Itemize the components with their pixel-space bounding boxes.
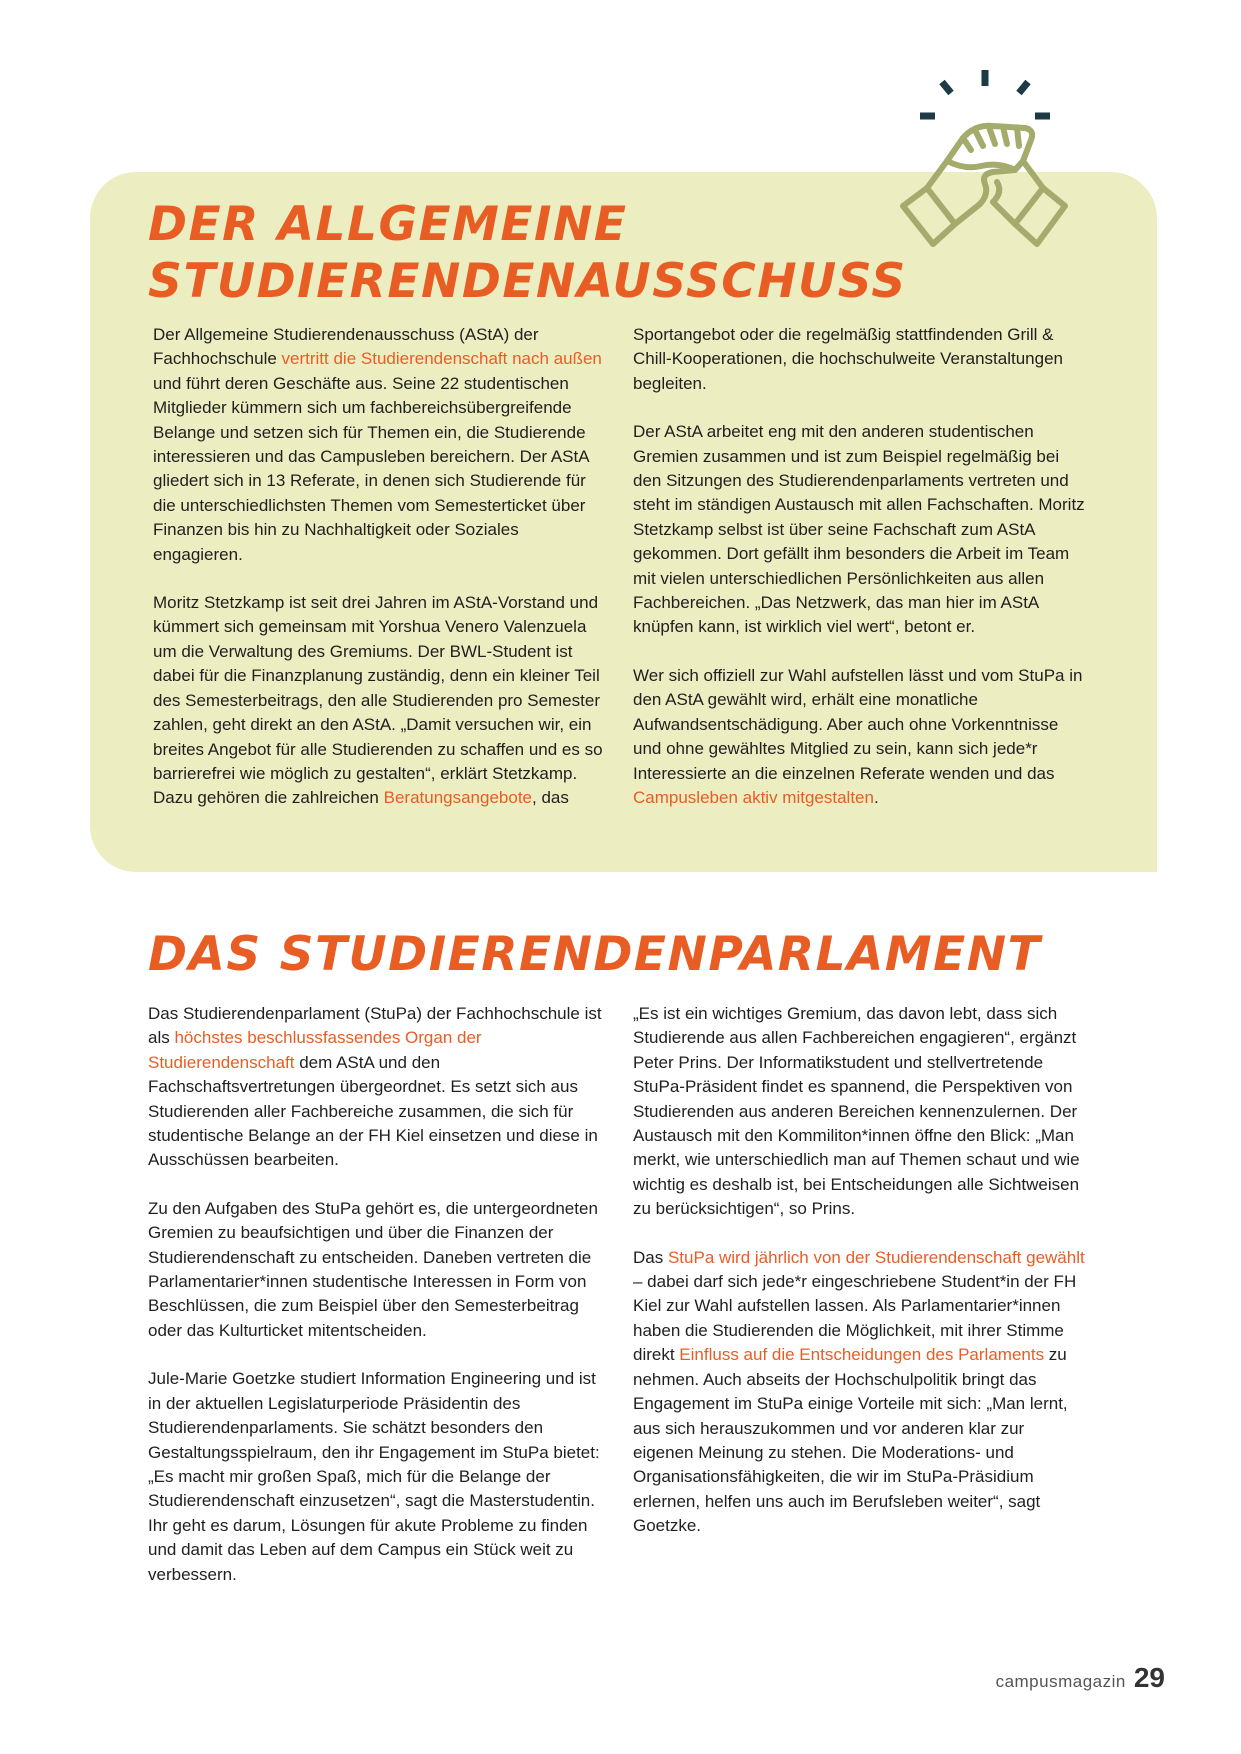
asta-heading-line1: DER ALLGEMEINE: [148, 197, 628, 252]
highlight-text: Beratungsangebote: [383, 788, 533, 808]
stupa-paragraph: Jule-Marie Goetzke studiert Information Engineering und ist in der aktuellen Legislaturperiode Präsidentin des Studierendenparlaments. Sie schätzt besonders den Gestaltungsspielraum, den ihr Engagement im StuPa bietet: „Es macht mir großen Spaß, mich für die Belange der Studierendenschaft einzusetzen“, sagt die Masterstudentin. Ihr geht es darum, Lösungen für akute Probleme zu finden und damit das Leben auf dem Campus ein Stück weit zu verbessern.: [148, 1369, 600, 1584]
highlight-text: Campusleben aktiv mitgestalten: [633, 787, 874, 807]
asta-paragraph: [153, 591, 605, 811]
text-run: Der Allgemeine Studierendenausschuss (AStA) der Fachhochschule: [153, 325, 539, 369]
text-run: Das: [633, 1247, 668, 1267]
text-run: .: [873, 787, 879, 807]
asta-heading: [148, 196, 907, 310]
text-run: – dabei darf sich jede*r eingeschriebene Student*in der FH Kiel zur Wahl aufstellen lassen. Als Parlamentarier*innen haben die Studierenden die Möglichkeit, mit ihrer Stimme direkt: [633, 1272, 1077, 1365]
asta-column-left: [153, 323, 605, 811]
highlight-text: StuPa wird jährlich von der Studierendenschaft gewählt: [667, 1247, 1085, 1267]
text-run: Wer sich offiziell zur Wahl aufstellen lässt und vom StuPa in den AStA gewählt wird, erhält eine monatliche Aufwandsentschädigung. Aber auch ohne Vorkenntnisse und ohne gewähltes Mitglied zu sein, kann sich jede*r Interessierte an die einzelnen Referate wenden und das: [633, 665, 1083, 783]
asta-paragraph: [633, 664, 1088, 810]
stupa-column-left: [148, 1002, 603, 1587]
stupa-paragraph: [633, 1246, 1088, 1539]
asta-paragraph: [153, 323, 605, 567]
asta-paragraph: Der AStA arbeitet eng mit den anderen studentischen Gremien zusammen und ist zum Beispiel regelmäßig bei den Sitzungen des Studierendenparlaments vertreten und steht im ständigen Austausch mit allen Fachschaften. Moritz Stetzkamp selbst ist über seine Fachschaft zum AStA gekommen. Dort gefällt ihm besonders die Arbeit im Team mit vielen unterschiedlichen Persönlichkeiten aus allen Fachbereichen. „Das Netzwerk, das man hier im AStA knüpfen kann, ist wirklich viel wert“, betont er.: [633, 422, 1085, 637]
text-run: dem AStA und den Fachschaftsvertretungen übergeordnet. Es setzt sich aus Studierenden aller Fachbereiche zusammen, die sich für studentische Belange an der FH Kiel einsetzen und diese in Ausschüssen bearbeiten.: [148, 1052, 598, 1170]
highlight-text: höchstes beschlussfassendes Organ der Studierendenschaft: [148, 1028, 482, 1072]
asta-column-right: [633, 323, 1088, 810]
stupa-column-right: [633, 1002, 1088, 1539]
highlight-text: vertritt die Studierendenschaft nach außen: [281, 349, 602, 369]
text-run: zu nehmen. Auch abseits der Hochschulpolitik bringt das Engagement im StuPa einige Vorteile mit sich: „Man lernt, aus sich herauszukommen und vor anderen klar zur eigenen Meinung zu stehen. Die Moderations- und Organisationsfähigkeiten, die wir im StuPa-Präsidium erlernen, helfen uns auch im Berufsleben weiter“, sagt Goetzke.: [633, 1345, 1068, 1536]
handshake-icon: [885, 66, 1085, 266]
stupa-paragraph: [148, 1002, 603, 1173]
stupa-paragraph: „Es ist ein wichtiges Gremium, das davon lebt, dass sich Studierende aus allen Fachbereichen engagieren“, ergänzt Peter Prins. Der Informatikstudent und stellvertretende StuPa-Präsident findet es spannend, die Perspektiven von Studierenden aus anderen Bereichen kennenzulernen. Der Austausch mit den Kommiliton*innen öffne den Blick: „Man merkt, wie unterschiedlich man auf Themen schaut und wie wichtig es deshalb ist, bei Entscheidungen alle Sichtweisen zu berücksichtigen“, so Prins.: [633, 1004, 1080, 1219]
text-run: , das: [532, 788, 569, 808]
text-run: und führt deren Geschäfte aus. Seine 22 studentischen Mitglieder kümmern sich um fachbereichsübergreifende Belange und setzen sich für Themen ein, die Studierende interessieren und das Campusleben bereichern. Der AStA gliedert sich in 13 Referate, in denen sich Studierende für die unterschiedlichsten Themen vom Semesterticket über Finanzen bis hin zu Nachhaltigkeit oder Soziales engagieren.: [153, 373, 589, 564]
page-footer: [996, 1662, 1165, 1694]
text-run: Das Studierendenparlament (StuPa) der Fachhochschule ist als: [148, 1004, 602, 1048]
stupa-paragraph: Zu den Aufgaben des StuPa gehört es, die untergeordneten Gremien zu beaufsichtigen und über die Finanzen der Studierendenschaft zu entscheiden. Daneben vertreten die Parlamentarier*innen studentische Interessen in Form von Beschlüssen, die zum Beispiel über den Semesterbeitrag oder das Kulturticket mitentscheiden.: [148, 1198, 598, 1340]
text-run: Moritz Stetzkamp ist seit drei Jahren im AStA-Vorstand und kümmert sich gemeinsam mit Yorshua Venero Valenzuela um die Verwaltung des Gremiums. Der BWL-Student ist dabei für die Finanzplanung zuständig, denn ein kleiner Teil des Semesterbeitrags, den alle Studierenden pro Semester zahlen, geht direkt an den AStA. „Damit versuchen wir, ein breites Angebot für alle Studierenden zu schaffen und es so barrierefrei wie möglich zu gestalten“, erklärt Stetzkamp. Dazu gehören die zahlreichen: [153, 593, 603, 808]
highlight-text: Einfluss auf die Entscheidungen des Parlaments: [679, 1345, 1045, 1365]
asta-paragraph: Sportangebot oder die regelmäßig stattfindenden Grill & Chill-Kooperationen, die hochschulweite Veranstaltungen begleiten.: [633, 325, 1064, 393]
asta-heading-line2: STUDIERENDENAUSSCHUSS: [148, 254, 907, 309]
magazine-name: campusmagazin: [995, 1672, 1126, 1691]
stupa-heading: DAS STUDIERENDENPARLAMENT: [148, 927, 1042, 982]
page-number: 29: [1133, 1662, 1165, 1693]
